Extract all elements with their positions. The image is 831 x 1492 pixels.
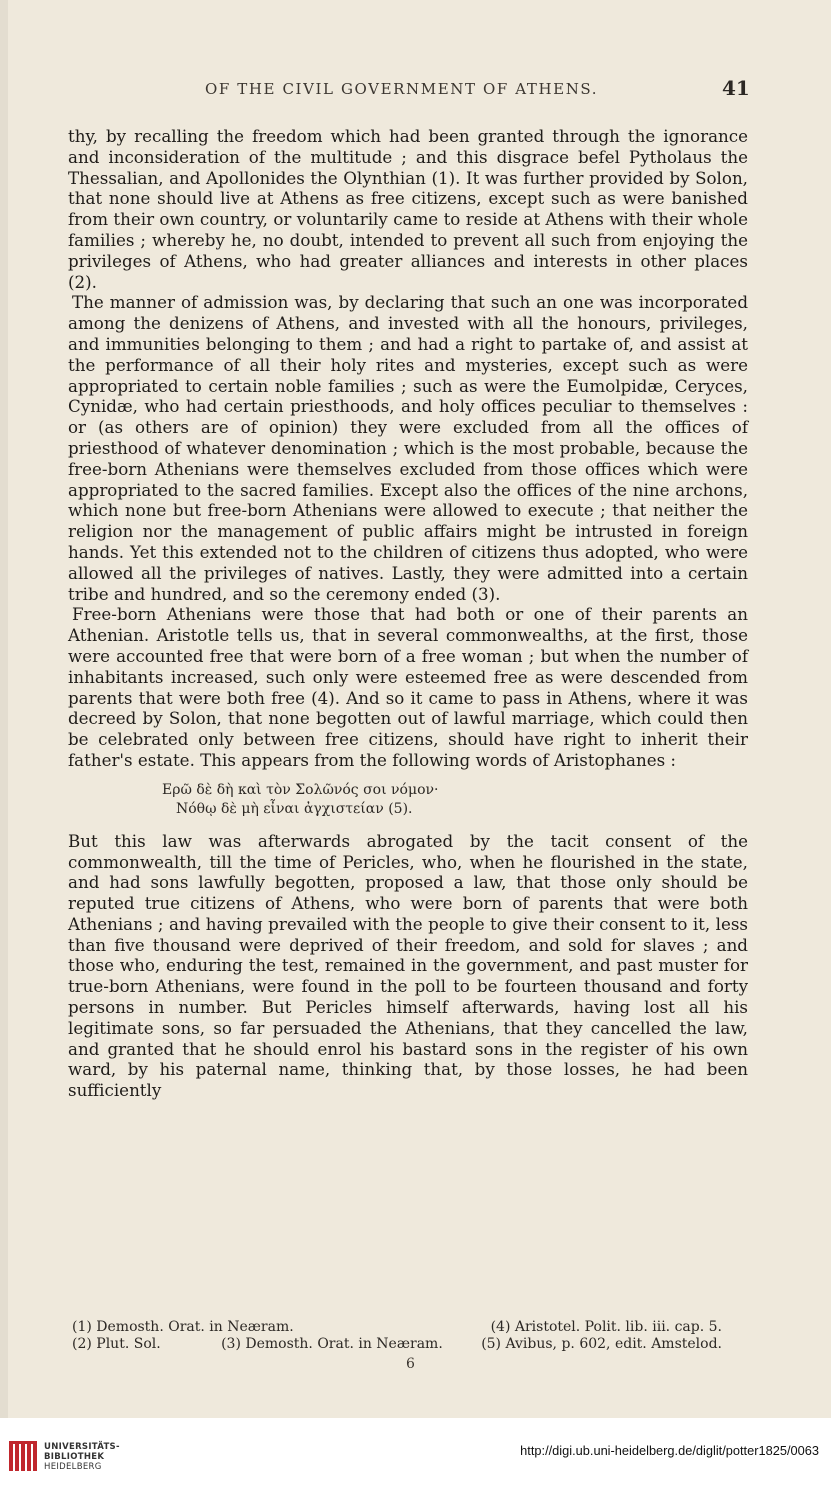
quote-line-1: Ερῶ δὲ δὴ καὶ τὸν Σολῶνός σοι νόμον· [162, 781, 439, 798]
paragraph-3: Free-born Athenians were those that had both or one of their parents an Athenian. Aristotle tells us, that in several commonwealths, at the first, those were accounted free that were born of a free woman ; but when the number of inhabitants increased, such only were esteemed free as were descended from parents that were both free (4). And so it came to pass in Athens, where it was decreed by Solon, that none begotten out of lawful marriage, which could then be celebrated only between free citizens, should have right to inherit their father's estate. This appears from the following words of Aristophanes : [68, 604, 748, 770]
footnote-3: (3) Demosth. Orat. in Neæram. [221, 1336, 443, 1352]
greek-quotation [162, 781, 748, 819]
footnote-1: (1) Demosth. Orat. in Neæram. [72, 1319, 294, 1335]
footnote-row-1 [72, 1319, 722, 1336]
book-page [8, 0, 831, 1418]
paragraph-4: But this law was afterwards abrogated by the tacit consent of the commonwealth, till the time of Pericles, who, when he flourished in the state, and had sons lawfully begotten, proposed a law, that those only should be reputed true citizens of Athens, who were born of parents that were both Athenians ; and having prevailed with the people to give their consent to it, less than five thousand were deprived of their freedom, and sold for slaves ; and those who, enduring the test, remained in the government, and past muster for true-born Athenians, were found in the poll to be fourteen thousand and forty persons in number. But Pericles himself afterwards, having lost all his legitimate sons, so far persuaded the Athenians, that they cancelled the law, and granted that he should enrol his bastard sons in the register of his own ward, by his paternal name, thinking that, by those losses, he had been sufficiently [68, 830, 748, 1101]
footnote-4: (4) Aristotel. Polit. lib. iii. cap. 5. [490, 1319, 722, 1335]
footnote-row-2 [72, 1336, 722, 1353]
library-name-line-2: BIBLIOTHEK [44, 1452, 105, 1462]
body-text [68, 126, 748, 1101]
paragraph-2: The manner of admission was, by declaring that such an one was incorporated among the denizens of Athens, and invested with all the honours, privileges, and immunities belonging to them ; and had a right to partake of, and assist at the performance of all their holy rites and mysteries, except such as were appropriated to certain noble families ; such as were the Eumolpidæ, Ceryces, Cynidæ, who had certain priesthoods, and holy offices peculiar to themselves : or (as others are of opinion) they were excluded from all the offices of priesthood of whatever denomination ; which is the most probable, because the free-born Athenians were themselves excluded from those offices which were appropriated to the sacred families. Except also the offices of the nine archons, which none but free-born Athenians were allowed to execute ; that neither the religion nor the management of public affairs might be intrusted in foreign hands. Yet this extended not to the children of citizens thus adopted, who were allowed all the privileges of natives. Lastly, they were admitted into a certain tribe and hundred, and so the ceremony ended (3). [68, 292, 748, 604]
footnote-2: (2) Plut. Sol. [72, 1336, 161, 1352]
footnotes [72, 1319, 722, 1353]
paragraph-1: thy, by recalling the freedom which had been granted through the ignorance and inconsideration of the multitude ; and this disgrace befel Pytholaus the Thessalian, and Apollonides the Olynthian (1). It was further provided by Solon, that none should live at Athens as free citizens, except such as were banished from their own country, or voluntarily came to reside at Athens with their whole families ; whereby he, no doubt, intended to prevent all such from enjoying the privileges of Athens, who had greater alliances and interests in other places (2). [68, 126, 748, 292]
footnote-5: (5) Avibus, p. 602, edit. Amstelod. [481, 1336, 722, 1352]
permalink-url[interactable]: http://digi.ub.uni-heidelberg.de/diglit/potter1825/0063 [520, 1443, 819, 1458]
library-name [44, 1442, 120, 1472]
page-number: 41 [722, 76, 750, 100]
library-name-line-1: UNIVERSITÄTS- [44, 1442, 120, 1452]
signature-mark: 6 [406, 1356, 415, 1372]
library-name-line-3: HEIDELBERG [44, 1462, 102, 1472]
library-logo-icon [8, 1440, 38, 1474]
running-header: OF THE CIVIL GOVERNMENT OF ATHENS. [205, 80, 599, 98]
quote-line-2: Νόθῳ δὲ μὴ εἶναι ἀγχιστείαν (5). [176, 800, 413, 817]
